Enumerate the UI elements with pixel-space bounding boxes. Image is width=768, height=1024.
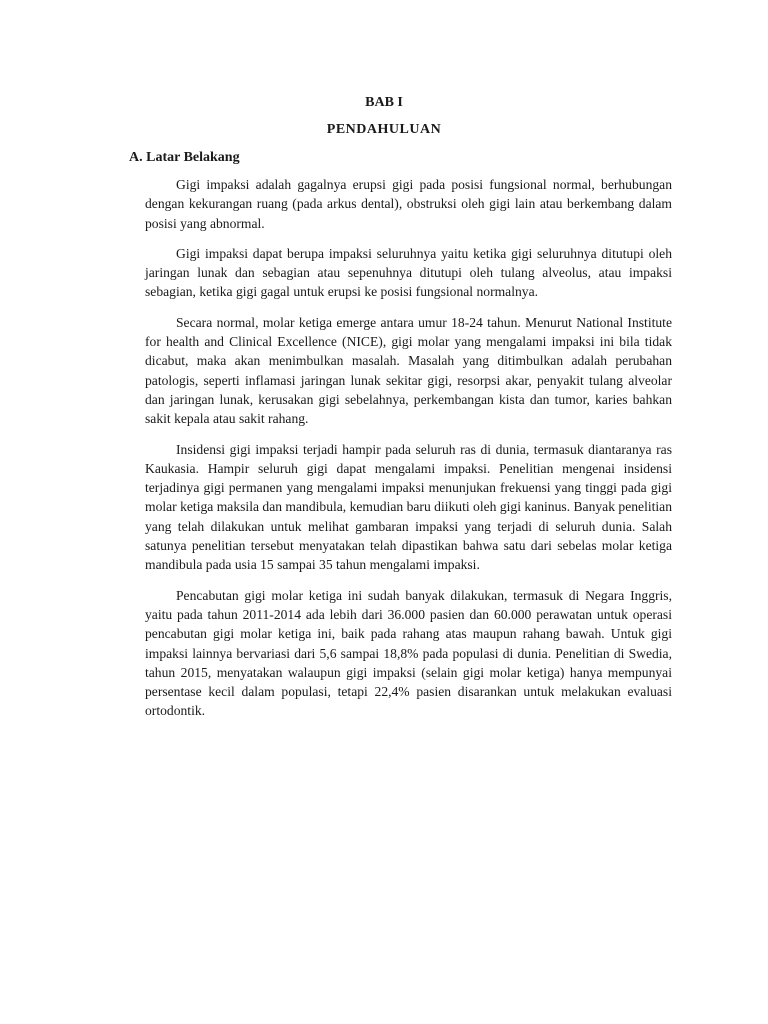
section-heading: A. Latar Belakang [129, 150, 240, 165]
chapter-title: PENDAHULUAN [326, 122, 442, 137]
paragraph-molar-emergence: Secara normal, molar ketiga emerge antara umur 18-24 tahun. Menurut National Institute for health and Clinical Excellence (NICE), gigi molar yang mengalami impaksi ini bila tidak dicabut, maka akan menimbulkan masalah. Masalah yang ditimbulkan adalah perubahan patologis, seperti inflamasi jaringan lunak sekitar gigi, resorpsi akar, penyakit tulang alveolar dan jaringan lunak, kerusakan gigi sebelahnya, perkembangan kista dan tumor, karies bahkan sakit kepala atau sakit rahang. [145, 314, 672, 427]
paragraph-extraction: Pencabutan gigi molar ketiga ini sudah banyak dilakukan, termasuk di Negara Inggris, yaitu pada tahun 2011-2014 ada lebih dari 36.000 pasien dan 60.000 perawatan untuk operasi pencabutan gigi molar ketiga ini, baik pada rahang atas maupun rahang bawah. Untuk gigi impaksi lainnya bervariasi dari 5,6 sampai 18,8% pada populasi di dunia. Penelitian di Swedia, tahun 2015, menyatakan walaupun gigi impaksi (selain gigi molar ketiga) hanya mempunyai persentase kecil dalam populasi, tetapi 22,4% pasien disarankan untuk melakukan evaluasi ortodontik. [145, 587, 672, 719]
paragraph-incidence: Insidensi gigi impaksi terjadi hampir pada seluruh ras di dunia, termasuk diantaranya ras Kaukasia. Hampir seluruh gigi dapat mengalami impaksi. Penelitian mengenai insidensi terjadinya gigi permanen yang mengalami impaksi menunjukan frekuensi yang tinggi pada gigi molar ketiga maksila dan mandibula, kemudian baru diikuti oleh gigi kaninus. Banyak penelitian yang telah dilakukan untuk melihat gambaran impaksi yang terjadi di seluruh dunia. Salah satunya penelitian tersebut menyatakan telah dipastikan bahwa satu dari sebelas molar ketiga mandibula pada usia 15 sampai 35 tahun mengalami impaksi. [145, 441, 673, 573]
chapter-number: BAB I [365, 95, 403, 110]
body-text [145, 175, 672, 732]
paragraph-definition: Gigi impaksi adalah gagalnya erupsi gigi pada posisi fungsional normal, berhubungan dengan kekurangan ruang (pada arkus dental), obstruksi oleh gigi lain atau berkembang dalam posisi yang abnormal. [145, 177, 672, 231]
paragraph-types: Gigi impaksi dapat berupa impaksi seluruhnya yaitu ketika gigi seluruhnya ditutupi oleh jaringan lunak dan sebagian atau sepenuhnya ditutupi oleh tulang alveolus, atau impaksi sebagian, ketika gigi gagal untuk erupsi ke posisi fungsional normalnya. [145, 245, 672, 300]
